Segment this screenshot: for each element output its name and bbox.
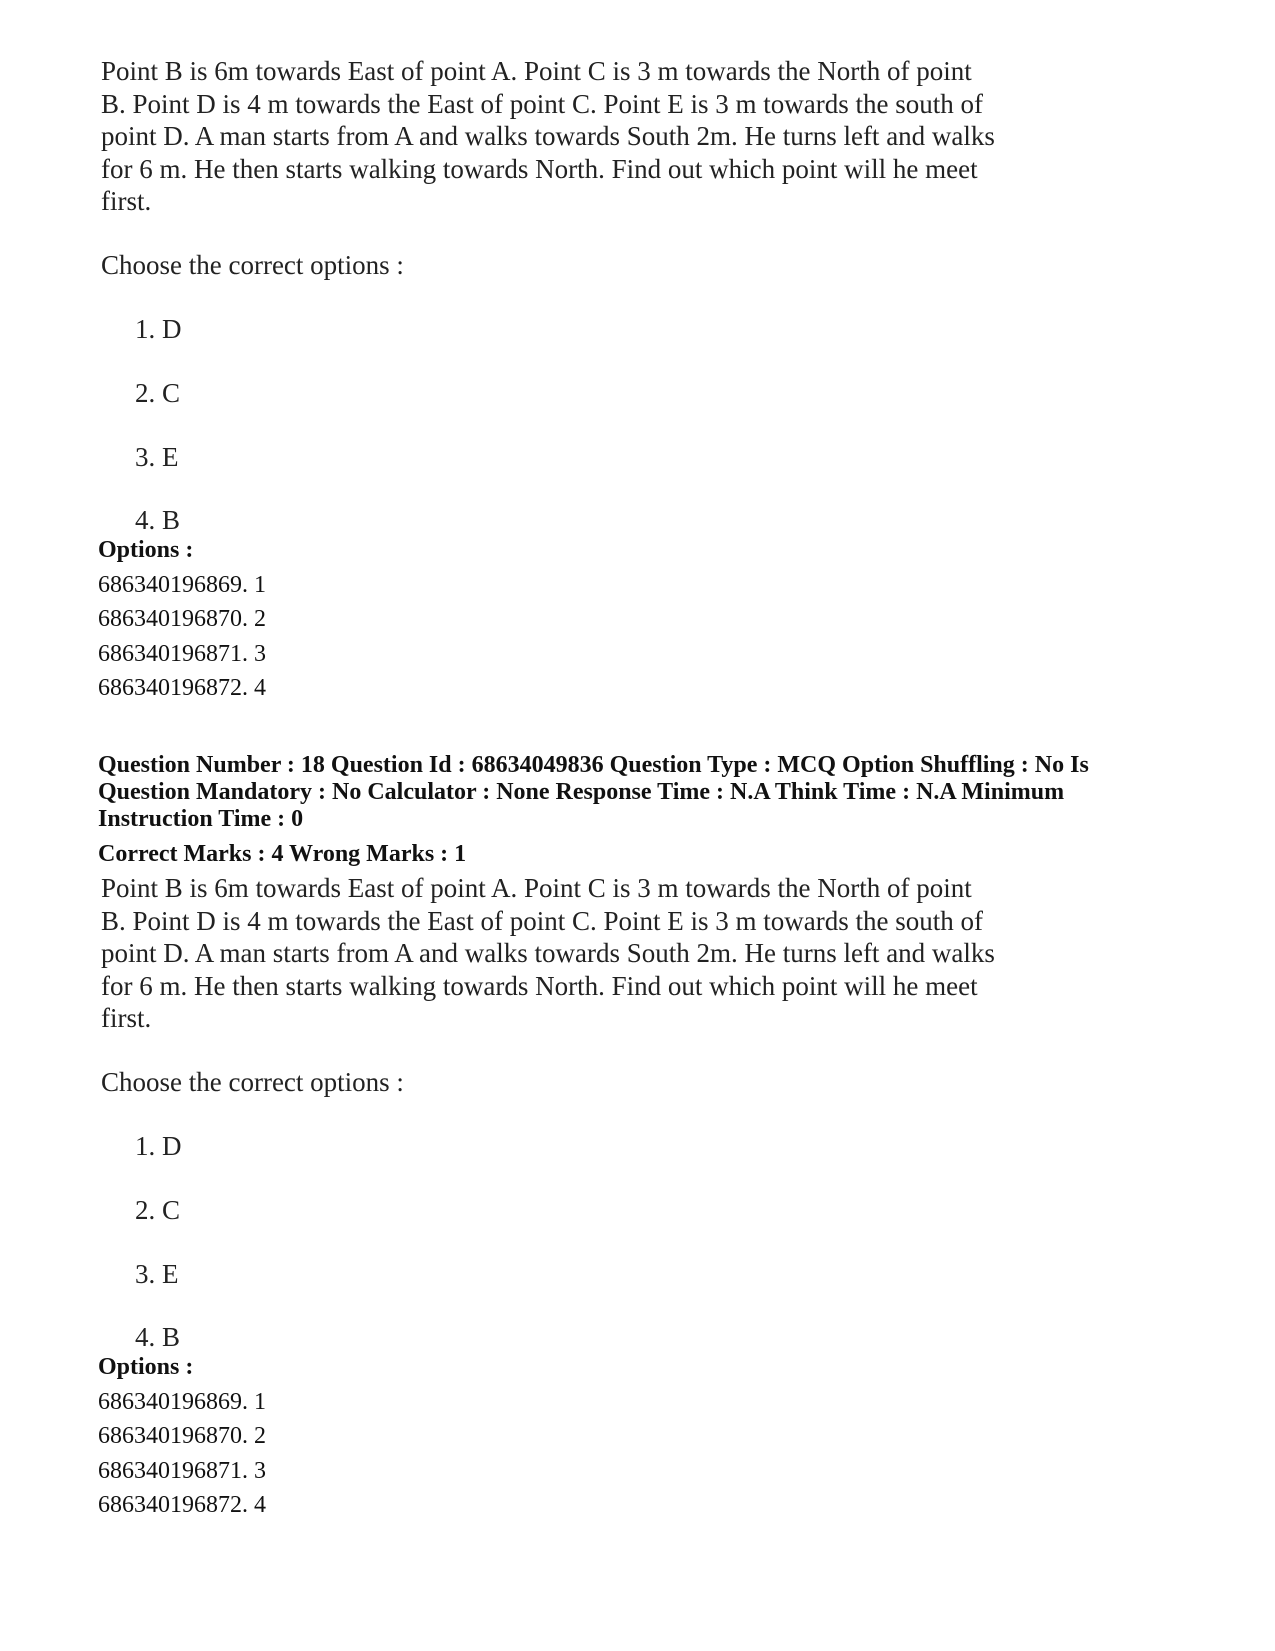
choice-item: 1. D [135, 314, 182, 344]
choice-item: 3. E [135, 442, 179, 472]
question-meta-line: Question Mandatory : No Calculator : None Response Time : N.A Think Time : N.A Minimum [98, 779, 1065, 805]
question-line: Point B is 6m towards East of point A. Point C is 3 m towards the North of point [101, 56, 972, 86]
options-heading-2: Options : [98, 1354, 194, 1380]
option-id-line: 686340196872. 4 [98, 1492, 266, 1518]
choice-item: 1. D [135, 1131, 182, 1161]
question-meta [98, 752, 1178, 833]
question-line: Point B is 6m towards East of point A. Point C is 3 m towards the North of point [101, 873, 972, 903]
question-text-1 [101, 55, 1051, 218]
option-id-line: 686340196869. 1 [98, 572, 266, 598]
choice-item: 3. E [135, 1259, 179, 1289]
option-id-line: 686340196870. 2 [98, 606, 266, 632]
choose-options-label-2: Choose the correct options : [101, 1067, 404, 1097]
question-text-2 [101, 872, 1051, 1035]
choice-item: 2. C [135, 378, 181, 408]
question-line: first. [101, 186, 152, 216]
option-id-line: 686340196871. 3 [98, 1458, 266, 1484]
option-id-line: 686340196871. 3 [98, 641, 266, 667]
option-id-line: 686340196869. 1 [98, 1389, 266, 1415]
question-meta-line: Question Number : 18 Question Id : 68634049836 Question Type : MCQ Option Shuffling : No Is [98, 752, 1089, 778]
option-id-line: 686340196872. 4 [98, 675, 266, 701]
question-line: first. [101, 1003, 152, 1033]
question-line: for 6 m. He then starts walking towards North. Find out which point will he meet [101, 153, 978, 184]
question-line: B. Point D is 4 m towards the East of point C. Point E is 3 m towards the south of [101, 905, 983, 936]
choice-item: 4. B [135, 505, 181, 535]
question-line: B. Point D is 4 m towards the East of point C. Point E is 3 m towards the south of [101, 88, 983, 119]
choice-item: 4. B [135, 1322, 181, 1352]
question-line: point D. A man starts from A and walks towards South 2m. He turns left and walks [101, 938, 995, 968]
question-meta-line: Instruction Time : 0 [98, 806, 304, 832]
marks-line: Correct Marks : 4 Wrong Marks : 1 [98, 841, 467, 867]
question-line: for 6 m. He then starts walking towards North. Find out which point will he meet [101, 970, 978, 1001]
choose-options-label-1: Choose the correct options : [101, 250, 404, 280]
choice-item: 2. C [135, 1195, 181, 1225]
options-heading-1: Options : [98, 537, 194, 563]
question-line: point D. A man starts from A and walks towards South 2m. He turns left and walks [101, 121, 995, 151]
option-id-line: 686340196870. 2 [98, 1423, 266, 1449]
